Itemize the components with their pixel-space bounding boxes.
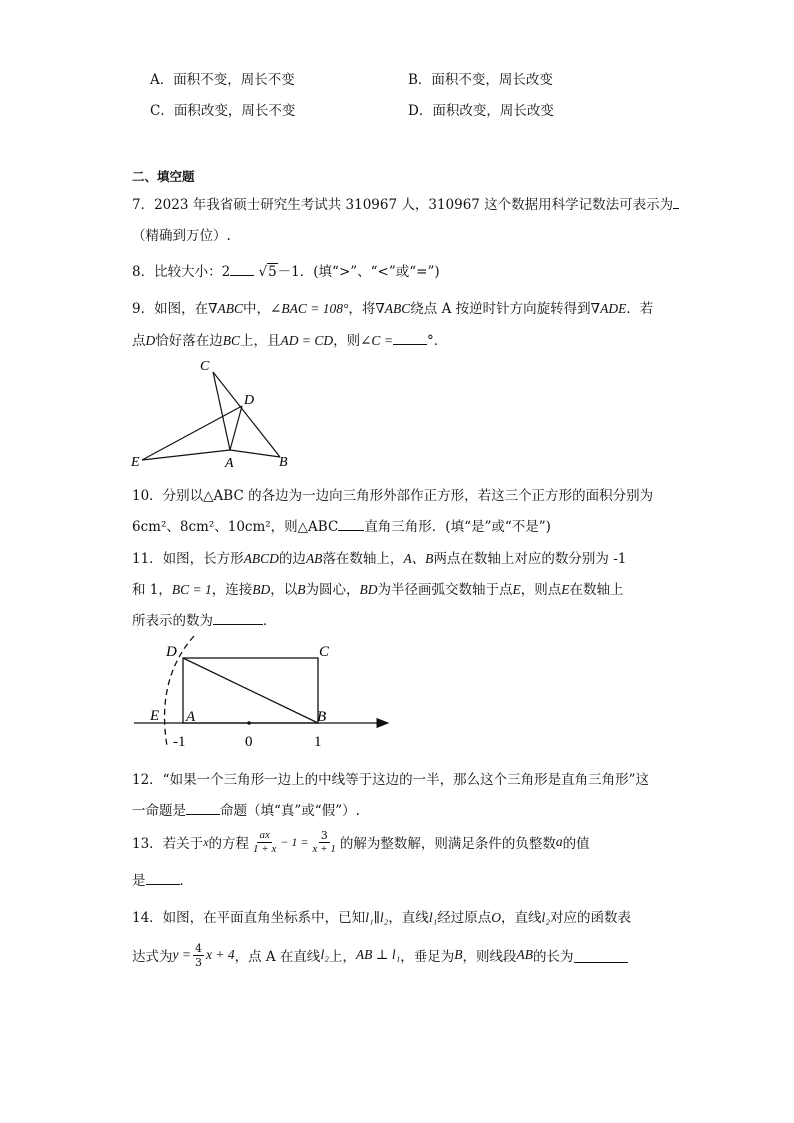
label-b: B [317, 709, 327, 725]
q11-number-line-figure [128, 634, 398, 754]
q8-text: 8．比较大小：2 √5－1．(填“>”、“<”或“=”) [132, 260, 440, 280]
q9-line1: 9．如图，在∇ABC中，∠BAC = 108°，将∇ABC绕点 A 按逆时针方向旋转得到∇ADE．若 [132, 301, 654, 317]
segment-ea [142, 450, 230, 460]
q14-line2: 达式为 y = $\frac{4}{3}$ x + 4 ，点 A 在直线 l₂ 上， AB ⊥ l₁ ，垂足为 B ，则线段 AB 的长为 [132, 938, 628, 972]
label-b: B [279, 455, 288, 470]
q7-line1: 7．2023 年我省硕士研究生考试共 310967 人，310967 这个数据用科学记数法可表示为 [132, 193, 679, 213]
option-c: C．面积改变，周长不变 [150, 103, 296, 119]
option-b: B．面积不变，周长改变 [408, 72, 553, 88]
segment-ed [142, 406, 242, 460]
option-d: D．面积改变，周长改变 [408, 103, 554, 119]
q10-line2: 6cm²、8cm²、10cm²，则△ABC 直角三角形．(填“是”或“不是”) [132, 515, 551, 535]
label-d: D [244, 393, 255, 408]
q9-triangle-figure [128, 352, 298, 472]
q7-line2: （精确到万位）. [132, 228, 231, 244]
segment-cb [213, 372, 280, 457]
segment-da [230, 406, 242, 450]
label-c: C [319, 644, 330, 660]
q14-line1: 14．如图，在平面直角坐标系中，已知l₁∥l₂，直线l₁经过原点O，直线l₂对应的函数表 [132, 910, 631, 926]
label-e: E [150, 708, 160, 724]
fraction-4-over-3: $\frac{4}{3}$ [194, 941, 202, 969]
option-a: A．面积不变，周长不变 [150, 72, 295, 88]
q12-line1: 12．“如果一个三角形一边上的中线等于这边的一半，那么这个三角形是直角三角形”这 [132, 772, 649, 788]
label-a: A [225, 456, 234, 471]
q11-line2: 和 1，BC = 1，连接BD，以B为圆心，BD为半径画弧交数轴于点E，则点E在数轴上 [132, 582, 624, 598]
sqrt-expression: √5 [258, 264, 277, 280]
q12-line2: 一命题是 命题（填“真”或“假”）. [132, 799, 360, 819]
fraction-ax-over-1px: $\frac{ax}{1 + x}$ [253, 828, 277, 855]
label-c: C [200, 359, 210, 374]
q13-line1: 13．若关于 x 的方程 $\frac{ax}{1 + x}$ − 1 = $\frac{3}{x + 1}$ 的解为整数解，则满足条件的负整数 a 的值 [132, 828, 590, 855]
label-d: D [166, 644, 177, 660]
segment-ab [230, 450, 280, 457]
tick-label-0: 0 [245, 734, 253, 750]
diagonal-bd [183, 658, 318, 723]
q9-line2: 点D恰好落在边BC上，且AD = CD，则∠C = °． [132, 329, 447, 349]
q11-line1: 11．如图，长方形ABCD的边AB落在数轴上，A、B两点在数轴上对应的数分别为 -1 [132, 551, 627, 567]
label-a: A [186, 709, 196, 725]
q10-line1: 10．分别以△ABC 的各边为一边向三角形外部作正方形，若这三个正方形的面积分别为 [132, 488, 654, 504]
tick-label-minus1: -1 [173, 734, 186, 750]
origin-dot [247, 721, 251, 725]
label-e: E [131, 455, 140, 470]
tick-label-1: 1 [314, 734, 322, 750]
section-title: 二、填空题 [132, 169, 195, 184]
fraction-3-over-xp1: $\frac{3}{x + 1}$ [312, 828, 336, 855]
q11-line3: 所表示的数为 ． [132, 609, 277, 629]
q13-line2: 是 ． [132, 869, 193, 889]
